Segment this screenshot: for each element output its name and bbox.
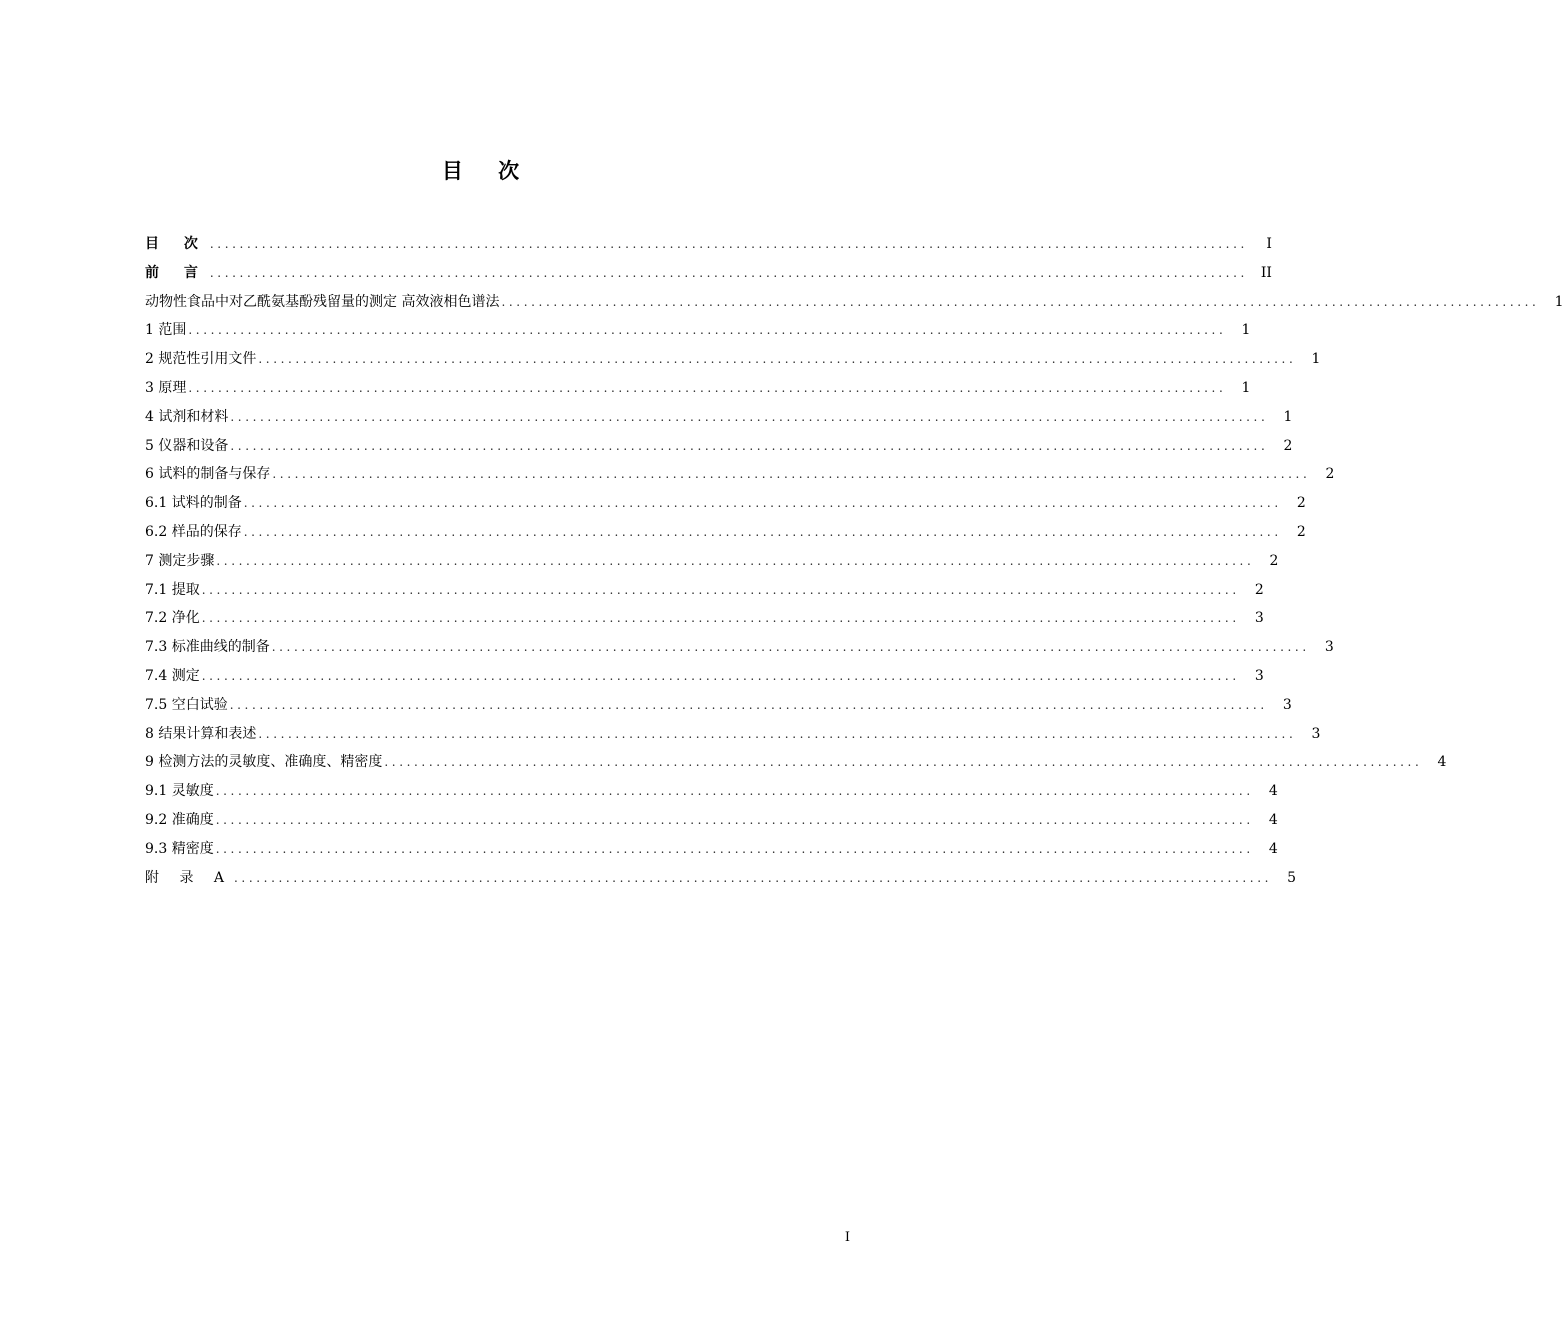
toc-leader-dots: ............................................................................................................................................ xyxy=(234,870,1273,885)
toc-leader-dots: ............................................................................................................................................ xyxy=(243,496,1282,511)
toc-entry-7-4[interactable] xyxy=(145,662,1264,691)
toc-entry-page: 4 xyxy=(1268,783,1278,800)
toc-entry-6[interactable] xyxy=(145,460,1335,489)
toc-entry-label: 1 范围 xyxy=(145,322,187,339)
toc-entry-page: 2 xyxy=(1283,437,1293,454)
toc-leader-dots: ............................................................................................................................................ xyxy=(215,841,1254,856)
toc-entry-label: 7.1 提取 xyxy=(145,581,200,598)
toc-entry-label: 6.2 样品的保存 xyxy=(145,523,242,540)
toc-entry-label: 附 录 A xyxy=(145,869,233,886)
toc-entry-page: 3 xyxy=(1282,696,1292,713)
toc-entry-3[interactable] xyxy=(145,374,1251,403)
toc-entry-7[interactable] xyxy=(145,547,1279,576)
toc-entry-8[interactable] xyxy=(145,720,1321,749)
toc-leader-dots: ............................................................................................................................................ xyxy=(209,237,1248,251)
toc-entry-label: 7.4 测定 xyxy=(145,667,200,684)
toc-entry-7-1[interactable] xyxy=(145,576,1264,605)
toc-leader-dots: ............................................................................................................................................ xyxy=(201,611,1240,626)
toc-entry-7-3[interactable] xyxy=(145,633,1334,662)
toc-leader-dots: ............................................................................................................................................ xyxy=(258,726,1297,741)
toc-entry-page: 2 xyxy=(1254,581,1264,598)
toc-entry-label: 6 试料的制备与保存 xyxy=(145,466,271,483)
toc-entry-label: 6.1 试料的制备 xyxy=(145,495,242,512)
toc-entry-page: 2 xyxy=(1269,552,1279,569)
toc-entry-4[interactable] xyxy=(145,403,1293,432)
toc-entry-page: 4 xyxy=(1437,754,1447,771)
toc-entry-page: 4 xyxy=(1268,811,1278,828)
toc-entry-page: 5 xyxy=(1287,869,1297,886)
toc-entry-7-5[interactable] xyxy=(145,691,1292,720)
toc-leader-dots: ............................................................................................................................................ xyxy=(201,668,1240,683)
toc-entry-label: 9.2 准确度 xyxy=(145,811,214,828)
table-of-contents xyxy=(145,230,1564,892)
toc-entry-standard-title[interactable] xyxy=(145,288,1564,317)
toc-entry-label: 7.5 空白试验 xyxy=(145,696,228,713)
toc-leader-dots: ............................................................................................................................................ xyxy=(188,323,1227,338)
toc-entry-label: 前 言 xyxy=(145,264,208,281)
toc-leader-dots: ............................................................................................................................................ xyxy=(215,784,1254,799)
toc-leader-dots: ............................................................................................................................................ xyxy=(258,352,1297,367)
toc-leader-dots: ............................................................................................................................................ xyxy=(230,438,1269,453)
toc-entry-page: 2 xyxy=(1296,495,1306,512)
toc-leader-dots: ............................................................................................................................................ xyxy=(271,640,1310,655)
toc-entry-9[interactable] xyxy=(145,748,1447,777)
toc-entry-6-1[interactable] xyxy=(145,489,1306,518)
toc-leader-dots: ............................................................................................................................................ xyxy=(229,697,1268,712)
toc-entry-label: 3 原理 xyxy=(145,379,187,396)
toc-entry-6-2[interactable] xyxy=(145,518,1306,547)
toc-entry-contents[interactable] xyxy=(145,230,1272,259)
toc-entry-9-2[interactable] xyxy=(145,806,1278,835)
toc-entry-page: I xyxy=(1266,236,1272,252)
toc-entry-2[interactable] xyxy=(145,345,1321,374)
toc-entry-page: 1 xyxy=(1554,293,1564,310)
page-title: 目 次 xyxy=(441,159,534,183)
toc-entry-label: 4 试剂和材料 xyxy=(145,408,229,425)
toc-entry-label: 2 规范性引用文件 xyxy=(145,351,257,368)
toc-leader-dots: ............................................................................................................................................ xyxy=(188,380,1227,395)
toc-leader-dots: ............................................................................................................................................ xyxy=(501,294,1540,309)
toc-entry-appendix-a[interactable] xyxy=(145,864,1297,893)
toc-entry-page: 3 xyxy=(1254,667,1264,684)
toc-leader-dots: ............................................................................................................................................ xyxy=(230,409,1269,424)
toc-entry-1[interactable] xyxy=(145,316,1251,345)
toc-entry-label: 7 测定步骤 xyxy=(145,552,215,569)
toc-entry-label: 9.1 灵敏度 xyxy=(145,783,214,800)
toc-entry-page: 3 xyxy=(1254,610,1264,627)
toc-entry-page: 2 xyxy=(1296,523,1306,540)
toc-leader-dots: ............................................................................................................................................ xyxy=(201,582,1240,597)
toc-entry-page: 1 xyxy=(1241,322,1251,339)
page-number: I xyxy=(844,1230,850,1245)
toc-entry-label: 7.2 净化 xyxy=(145,610,200,627)
toc-leader-dots: ............................................................................................................................................ xyxy=(215,812,1254,827)
toc-entry-page: 1 xyxy=(1283,408,1293,425)
toc-entry-label: 目 次 xyxy=(145,236,208,252)
toc-entry-page: 3 xyxy=(1311,725,1321,742)
toc-entry-9-3[interactable] xyxy=(145,835,1278,864)
toc-entry-page: 3 xyxy=(1324,639,1334,656)
toc-entry-foreword[interactable] xyxy=(145,259,1272,288)
toc-entry-label: 8 结果计算和表述 xyxy=(145,725,257,742)
toc-leader-dots: ............................................................................................................................................ xyxy=(216,553,1255,568)
toc-entry-page: 1 xyxy=(1241,379,1251,396)
toc-entry-page: 1 xyxy=(1311,351,1321,368)
toc-entry-7-2[interactable] xyxy=(145,604,1264,633)
toc-entry-page: 4 xyxy=(1268,840,1278,857)
toc-leader-dots: ............................................................................................................................................ xyxy=(243,524,1282,539)
toc-entry-9-1[interactable] xyxy=(145,777,1278,806)
toc-entry-label: 9.3 精密度 xyxy=(145,840,214,857)
toc-entry-page: 2 xyxy=(1325,466,1335,483)
toc-entry-label: 7.3 标准曲线的制备 xyxy=(145,639,270,656)
toc-entry-label: 动物性食品中对乙酰氨基酚残留量的测定 高效液相色谱法 xyxy=(145,293,500,310)
toc-entry-label: 9 检测方法的灵敏度、准确度、精密度 xyxy=(145,754,383,771)
toc-leader-dots: ............................................................................................................................................ xyxy=(384,755,1423,770)
toc-entry-page: II xyxy=(1260,264,1272,281)
toc-entry-label: 5 仪器和设备 xyxy=(145,437,229,454)
toc-entry-5[interactable] xyxy=(145,432,1293,461)
toc-leader-dots: ............................................................................................................................................ xyxy=(209,265,1248,280)
toc-leader-dots: ............................................................................................................................................ xyxy=(272,467,1311,482)
